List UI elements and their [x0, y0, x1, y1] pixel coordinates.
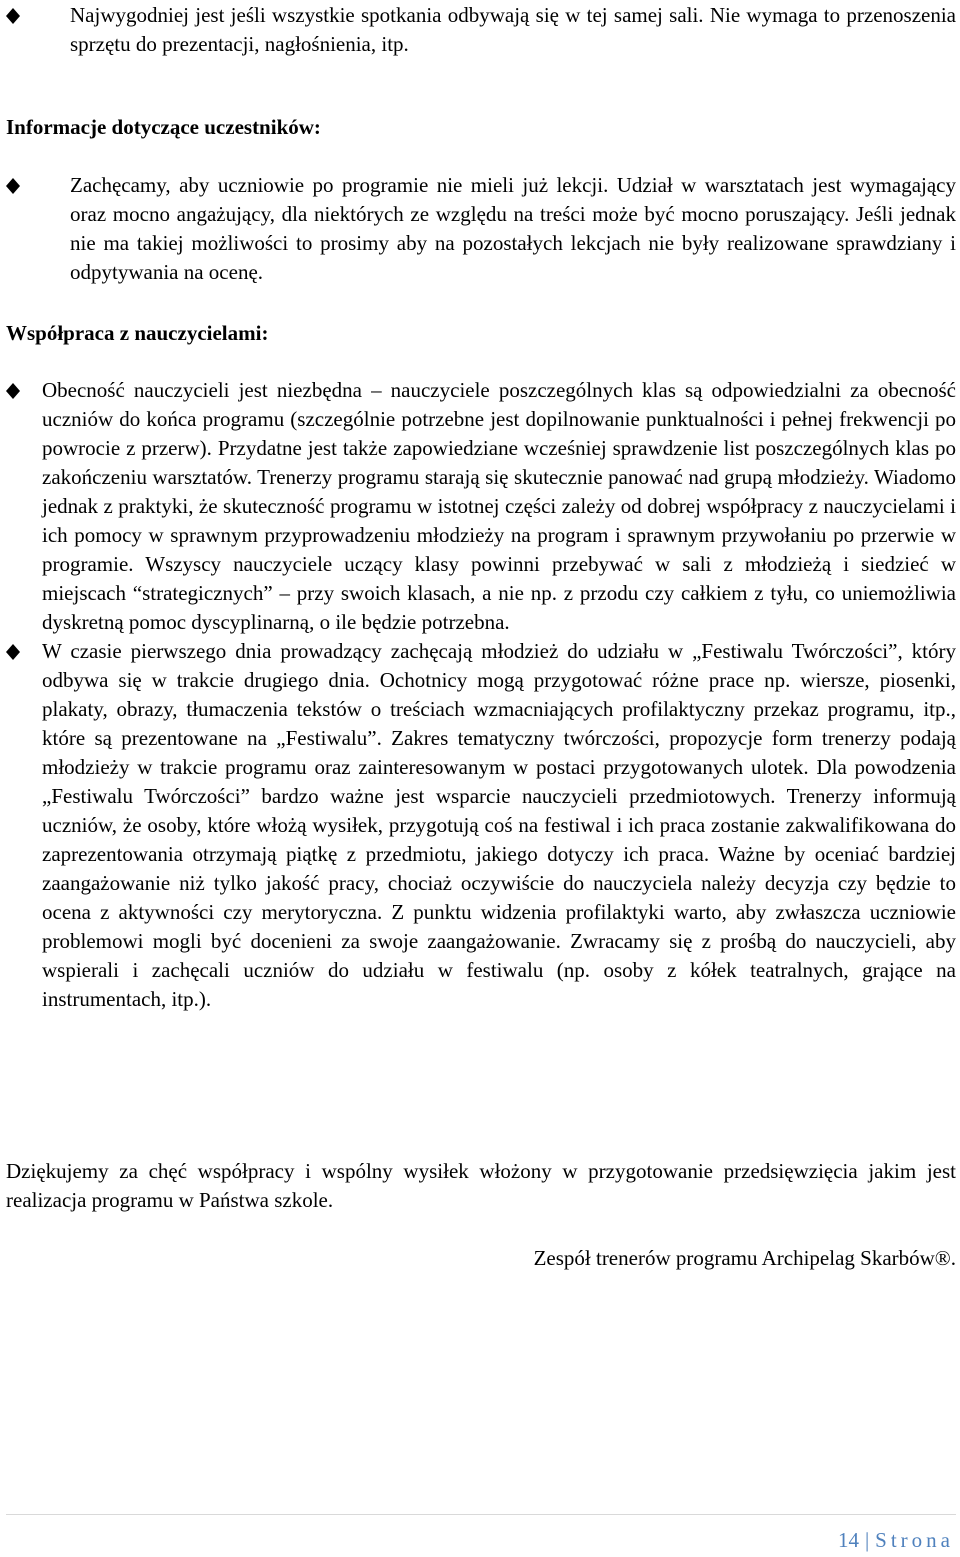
signature: Zespół trenerów programu Archipelag Skarbów®. [533, 1246, 956, 1270]
participants-heading: Informacje dotyczące uczestników: [6, 115, 321, 139]
participants-section [0, 171, 960, 287]
closing-paragraph: Dziękujemy za chęć współpracy i wspólny wysiłek włożony w przygotowanie przedsięwzięcia jakim jest realizacja programu w Państwa szkole. [6, 1159, 956, 1212]
list-item-text: W czasie pierwszego dnia prowadzący zachęcają młodzież do udziału w „Festiwalu Twórczości”, który odbywa się w trakcie drugiego dnia. Ochotnicy mogą przygotować różne prace np. wiersze, piosenki, plakaty, obrazy, tłumaczenia tekstów o treściach wzmacniających profilaktyczny przekaz programu, itp., które są prezentowane na „Festiwalu”. Zakres tematyczny twórczości, propozycje form trenerzy podają młodzieży w trakcie programu oraz zainteresowanym w postaci przygotowanych ulotek. Dla powodzenia „Festiwalu Twórczości” bardzo ważne jest wsparcie nauczycieli przedmiotowych. Trenerzy informują uczniów, że osoby, które włożą wysiłek, przygotują coś na festiwal i ich praca zostanie zakwalifikowana do zaprezentowania otrzymają piątkę z przedmiotu, jakiego dotyczy ich praca. Ważne by oceniać bardziej zaangażowanie niż tylko jakość pracy, chociaż oczywiście do nauczyciela należy decyzja czy będzie to ocena z aktywności czy merytoryczna. Z punktu widzenia profilaktyki warto, aby zwłaszcza uczniowie problemowi mogli być docenieni za swoje zaangażowanie. Zwracamy się z prośbą do nauczycieli, aby wspierali i zachęcali uczniów do udziału w festiwalu (np. osoby z kółek teatralnych, grające na instrumentach, itp.). [42, 639, 956, 1011]
list-item [0, 376, 960, 637]
footer-separator: | [864, 1528, 870, 1552]
list-item [0, 171, 960, 287]
diamond-bullet-icon [6, 178, 20, 194]
list-item [0, 1, 960, 59]
page-footer [838, 1526, 954, 1555]
diamond-bullet-icon [6, 8, 20, 24]
teachers-heading: Współpraca z nauczycielami: [6, 321, 269, 345]
diamond-bullet-icon [6, 383, 20, 399]
venue-section [0, 1, 960, 59]
list-item-text: Zachęcamy, aby uczniowie po programie nie mieli już lekcji. Udział w warsztatach jest wymagający oraz mocno angażujący, dla niektórych ze względu na treści może być mocno poruszający. Jeśli jednak nie ma takiej możliwości to prosimy aby na pozostałych lekcjach nie były realizowane sprawdziany i odpytywania na ocenę. [70, 173, 956, 284]
footer-divider [6, 1514, 956, 1515]
list-item-text: Obecność nauczycieli jest niezbędna – nauczyciele poszczególnych klas są odpowiedzialni za obecność uczniów do końca programu (szczególnie potrzebne jest dopilnowanie punktualności i pełnej frekwencji po powrocie z przerw). Przydatne jest także zapowiedziane wcześniej sprawdzenie list poszczególnych klas po zakończeniu warsztatów. Trenerzy programu starają się skutecznie panować nad grupą młodzieży. Wiadomo jednak z praktyki, że skuteczność programu w istotnej części zależy od dobrej współpracy z nauczycielami i ich pomocy w sprawnym przyprowadzeniu młodzieży na program i sprawnym przywołaniu po przerwie w programie. Wszyscy nauczyciele uczący klasy powinni przebywać w sali z młodzieżą i siedzieć w miejscach “strategicznych” – przy swoich klasach, a nie np. z przodu czy całkiem z tyłu, co uniemożliwia dyskretną pomoc dyscyplinarną, o ile będzie potrzebna. [42, 378, 956, 634]
teachers-section [0, 376, 960, 1014]
page-number: 14 [837, 1528, 859, 1552]
list-item-text: Najwygodniej jest jeśli wszystkie spotkania odbywają się w tej samej sali. Nie wymaga to przenoszenia sprzętu do prezentacji, nagłośnienia, itp. [70, 3, 956, 56]
page-label: Strona [875, 1528, 954, 1552]
list-item [0, 637, 960, 1014]
diamond-bullet-icon [6, 644, 20, 660]
